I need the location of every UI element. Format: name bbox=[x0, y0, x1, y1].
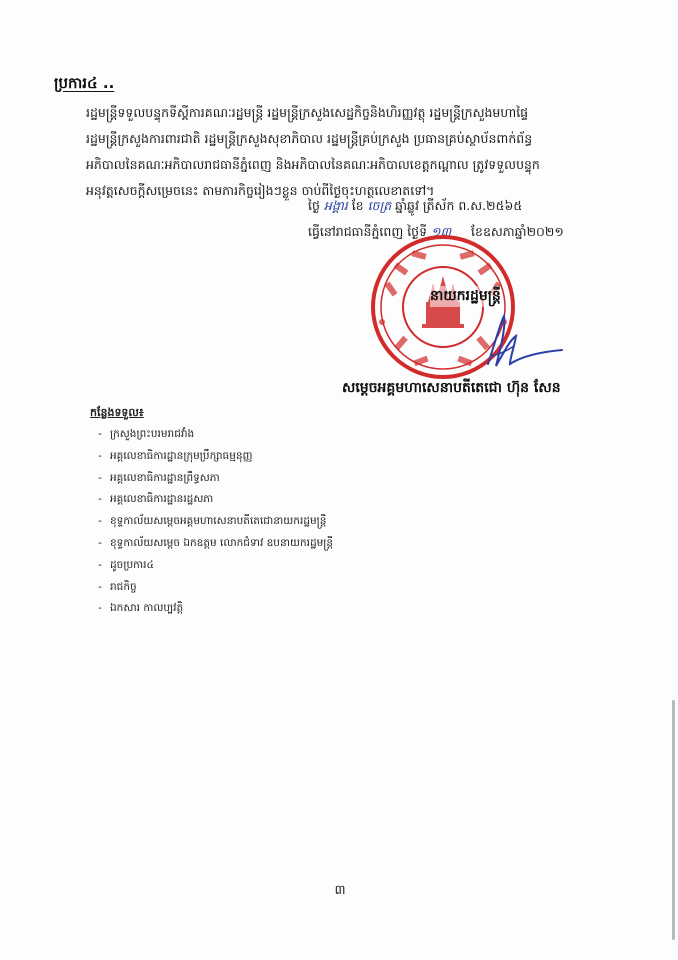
recipient: អគ្គលេខាធិការដ្ឋានរដ្ឋសភា bbox=[110, 493, 214, 506]
recipient: ដូចប្រការ៤ bbox=[110, 558, 154, 571]
list-item bbox=[98, 489, 333, 511]
dash-icon: - bbox=[98, 428, 102, 440]
dash-icon: - bbox=[98, 602, 102, 615]
dash-icon: - bbox=[98, 580, 102, 593]
list-item bbox=[98, 598, 333, 620]
place-day-handwritten: ១៣ bbox=[431, 224, 452, 239]
dash-icon: - bbox=[98, 449, 102, 462]
recipient: ខុទ្ទកាល័យសម្តេច ឯកឧត្តម លោកជំទាវ ឧបនាយករដ្ឋមន្ត្រី bbox=[110, 536, 334, 549]
dash-icon: - bbox=[98, 536, 102, 549]
body-line: អភិបាលនៃគណៈអភិបាលរាជធានីភ្នំពេញ និងអភិបាលនៃគណៈអភិបាលខេត្តកណ្តាល ត្រូវទទួលបន្ទុក bbox=[86, 157, 540, 172]
lunar-date-prefix: ថ្ងៃ bbox=[308, 198, 320, 213]
article-heading: ប្រការ៤ .. bbox=[54, 74, 115, 92]
place-date-suffix: ខែឧសភាឆ្នាំ២០២១ bbox=[471, 224, 564, 239]
list-item bbox=[98, 468, 333, 490]
page-number: ៣ bbox=[334, 883, 346, 898]
list-item bbox=[98, 555, 333, 577]
body-line: រដ្ឋមន្ត្រីទទួលបន្ទុកទីស្តីការគណៈរដ្ឋមន្ត្រី រដ្ឋមន្ត្រីក្រសួងសេដ្ឋកិច្ចនិងហិរញ្ញវត្ថុ រដ្ឋមន្ត្រីក្រសួងមហាផ្ទៃ bbox=[86, 105, 529, 120]
lunar-day-handwritten: អង្គារ bbox=[323, 198, 348, 213]
lunar-month-handwritten: ចេត្រ bbox=[367, 198, 392, 213]
list-item bbox=[98, 511, 333, 533]
dash-icon: - bbox=[98, 515, 102, 528]
body-line: រដ្ឋមន្ត្រីក្រសួងការពារជាតិ រដ្ឋមន្ត្រីក្រសួងសុខាភិបាល រដ្ឋមន្ត្រីគ្រប់ក្រសួង ប្រធានគ្រប់ស្ថាប័នពាក់ព័ន្ធ bbox=[86, 131, 533, 146]
recipient: អគ្គលេខាធិការដ្ឋានក្រុមប្រឹក្សាធម្មនុញ្ញ bbox=[110, 449, 253, 462]
recipients-list bbox=[98, 424, 333, 620]
list-item bbox=[98, 424, 333, 446]
recipient: ខុទ្ទកាល័យសម្តេចអគ្គមហាសេនាបតីតេជោនាយករដ្ឋមន្ត្រី bbox=[110, 515, 327, 528]
dash-icon: - bbox=[98, 493, 102, 506]
lunar-date-suffix: ឆ្នាំឆ្លូវ ត្រីស័ក ព.ស.២៥៦៥ bbox=[395, 198, 523, 213]
list-item bbox=[98, 533, 333, 555]
recipient: ក្រសួងព្រះបរមរាជវាំង bbox=[110, 428, 195, 440]
place-date-prefix: ធ្វើនៅរាជធានីភ្នំពេញ ថ្ងៃទី bbox=[308, 224, 428, 239]
body-line: អនុវត្តសេចក្តីសម្រេចនេះ តាមភារកិច្ចរៀងៗខ្លួន ចាប់ពីថ្ងៃចុះហត្ថលេខាតទៅ។ bbox=[86, 183, 435, 198]
recipient: ឯកសារ កាលប្បវត្តិ bbox=[110, 602, 184, 615]
article-body bbox=[86, 100, 626, 204]
signatory-name: សម្តេចអគ្គមហាសេនាបតីតេជោ ហ៊ុន សែន bbox=[342, 380, 561, 396]
recipients-heading: កន្លែងទទួល៖ bbox=[90, 406, 144, 419]
signature-icon bbox=[470, 306, 570, 376]
dash-icon: - bbox=[98, 558, 102, 571]
scrollbar[interactable] bbox=[672, 700, 675, 940]
recipient: រាជកិច្ច bbox=[110, 580, 137, 593]
dash-icon: - bbox=[98, 471, 102, 484]
list-item bbox=[98, 446, 333, 468]
lunar-date-line bbox=[308, 198, 522, 217]
signatory-title: នាយករដ្ឋមន្ត្រី bbox=[430, 286, 501, 307]
list-item bbox=[98, 577, 333, 599]
lunar-month-prefix: ខែ bbox=[351, 198, 364, 213]
recipient: អគ្គលេខាធិការដ្ឋានព្រឹទ្ធសភា bbox=[110, 471, 220, 484]
